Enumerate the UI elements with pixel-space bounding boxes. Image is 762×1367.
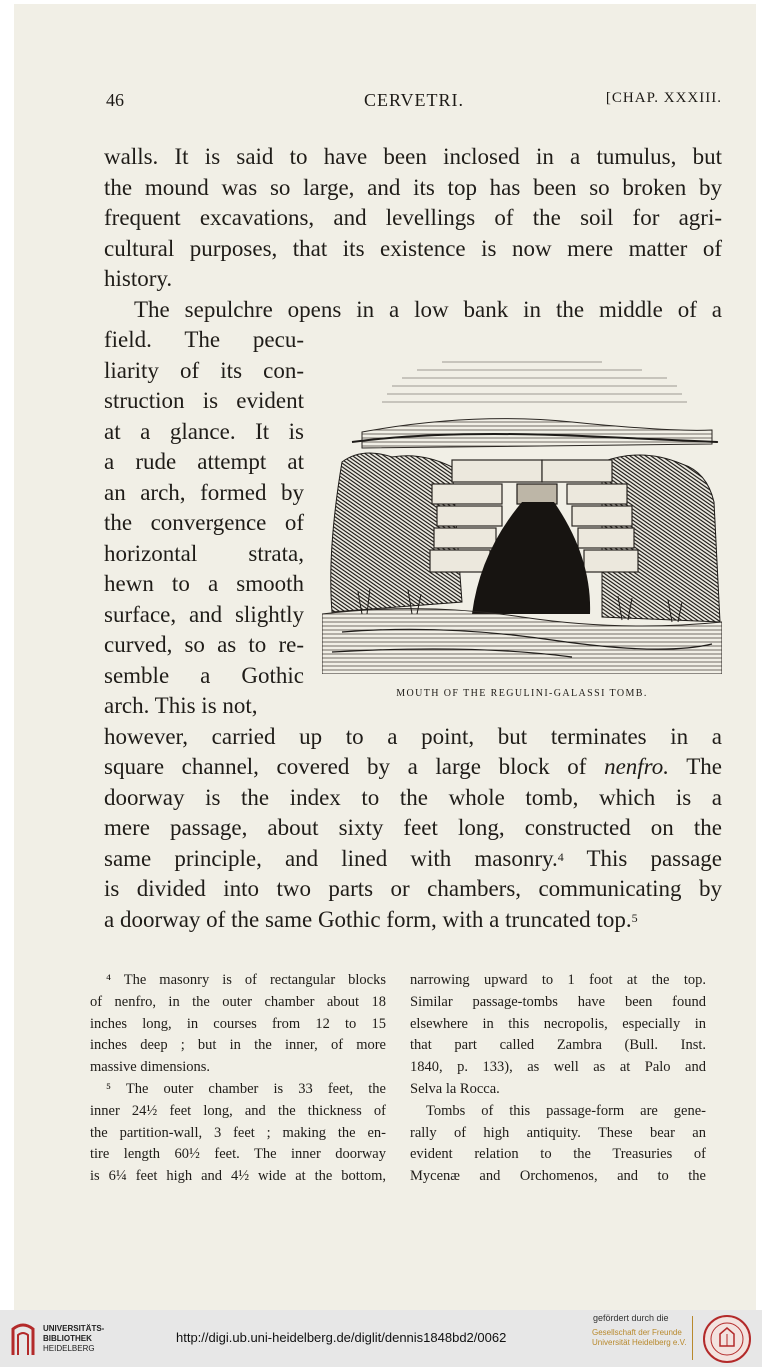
footnote-line: Similar passage-tombs have been found	[410, 993, 706, 1010]
footnote-line: the partition-wall, 3 feet ; making the en-	[90, 1124, 386, 1141]
chapter-label: [CHAP. XXXIII.	[605, 90, 722, 106]
running-header	[106, 90, 722, 116]
text-line: curved, so as to re-	[104, 632, 304, 657]
library-name	[43, 1324, 104, 1354]
italic-term: nenfro.	[604, 754, 670, 779]
library-line: BIBLIOTHEK	[43, 1334, 92, 1343]
footnote-line: elsewhere in this necropolis, especially in	[410, 1015, 706, 1032]
footnote-line: Selva la Rocca.	[410, 1080, 500, 1097]
text-line: hewn to a smooth	[104, 571, 304, 596]
footnote-line: evident relation to the Treasuries of	[410, 1146, 706, 1163]
text-span: The	[669, 754, 722, 779]
page-number: 46	[106, 90, 124, 110]
footnote-line: tire length 60½ feet. The inner doorway	[90, 1146, 386, 1163]
footnote-line: inches deep ; but in the inner, of more	[90, 1037, 386, 1054]
footnote-ref[interactable]: 4	[557, 850, 564, 864]
footnote-ref[interactable]: 5	[631, 911, 638, 925]
text-line: mere passage, about sixty feet long, constructed on the	[104, 815, 722, 840]
library-line: HEIDELBERG	[43, 1344, 95, 1353]
text-line: horizontal strata,	[104, 541, 304, 566]
viewer-footer	[0, 1310, 762, 1367]
text-line: at a glance. It is	[104, 419, 304, 444]
society-line: Universität Heidelberg e.V.	[592, 1338, 687, 1347]
text-line: surface, and slightly	[104, 602, 304, 627]
book-page	[14, 4, 756, 1310]
permalink-url[interactable]: http://digi.ub.uni-heidelberg.de/diglit/dennis1848bd2/0062	[176, 1330, 507, 1345]
text-line: liarity of its con-	[104, 358, 304, 383]
text-line: history.	[104, 266, 173, 291]
text-line: an arch, formed by	[104, 480, 304, 505]
footnote-line: ⁵ The outer chamber is 33 feet, the	[106, 1080, 386, 1097]
divider	[692, 1316, 693, 1360]
text-line	[104, 752, 722, 782]
footnote-line: of nenfro, in the outer chamber about 18	[90, 993, 386, 1010]
text-line: The sepulchre opens in a low bank in the middle of a	[134, 297, 722, 322]
text-line: cultural purposes, that its existence is now mere matter of	[104, 236, 722, 261]
footnote-line: narrowing upward to 1 foot at the top.	[410, 972, 706, 988]
society-name[interactable]	[592, 1328, 686, 1348]
footnote-line: Tombs of this passage-form are gene-	[426, 1102, 706, 1119]
footnote-line: inches long, in courses from 12 to 15	[90, 1015, 386, 1032]
footnotes-right-column	[410, 970, 706, 1188]
text-line: however, carried up to a point, but terminates in a	[104, 724, 722, 749]
footnote-line: Mycenæ and Orchomenos, and to the	[410, 1168, 706, 1185]
text-span: square channel, covered by a large block of	[104, 754, 605, 779]
text-line: doorway is the index to the whole tomb, which is a	[104, 785, 722, 810]
text-line: frequent excavations, and levellings of the soil for agri-	[104, 205, 722, 230]
footnote-line: is 6¼ feet high and 4½ wide at the bottom,	[90, 1168, 386, 1185]
text-line	[104, 844, 722, 874]
footnote-line: massive dimensions.	[90, 1059, 211, 1076]
footnote-line: rally of high antiquity. These bear an	[410, 1124, 706, 1141]
text-line: semble a Gothic	[104, 663, 304, 688]
society-line: Gesellschaft der Freunde	[592, 1328, 682, 1337]
library-line: UNIVERSITÄTS-	[43, 1324, 105, 1333]
text-line: is divided into two parts or chambers, communicating by	[104, 876, 722, 901]
text-line: arch. This is not,	[104, 693, 258, 718]
figure-caption: MOUTH OF THE REGULINI-GALASSI TOMB.	[396, 688, 648, 699]
running-title: CERVETRI.	[363, 90, 465, 110]
tomb-engraving-illustration	[322, 352, 722, 674]
footnote-line: ⁴ The masonry is of rectangular blocks	[106, 972, 386, 988]
text-line: the mound was so large, and its top has been so broken by	[104, 175, 722, 200]
text-span: a doorway of the same Gothic form, with a truncated top.	[104, 907, 632, 932]
university-library-logo-icon[interactable]	[9, 1319, 37, 1357]
text-span: same principle, and lined with masonry.	[104, 846, 558, 871]
text-line: a rude attempt at	[104, 449, 304, 474]
text-line	[104, 905, 722, 935]
footnote-line: 1840, p. 133), as well as at Palo and	[410, 1059, 706, 1076]
text-line: struction is evident	[104, 388, 304, 413]
university-seal-icon[interactable]	[702, 1314, 752, 1364]
footnote-line: inner 24½ feet long, and the thickness of	[90, 1102, 386, 1119]
text-line: field. The pecu-	[104, 327, 304, 352]
footnotes-left-column	[90, 970, 386, 1188]
text-line: walls. It is said to have been inclosed in a tumulus, but	[104, 144, 722, 169]
text-line: the convergence of	[104, 510, 304, 535]
footnote-line: that part called Zambra (Bull. Inst.	[410, 1037, 706, 1054]
text-span: This passage	[563, 846, 722, 871]
funded-by-label: gefördert durch die	[593, 1313, 669, 1323]
